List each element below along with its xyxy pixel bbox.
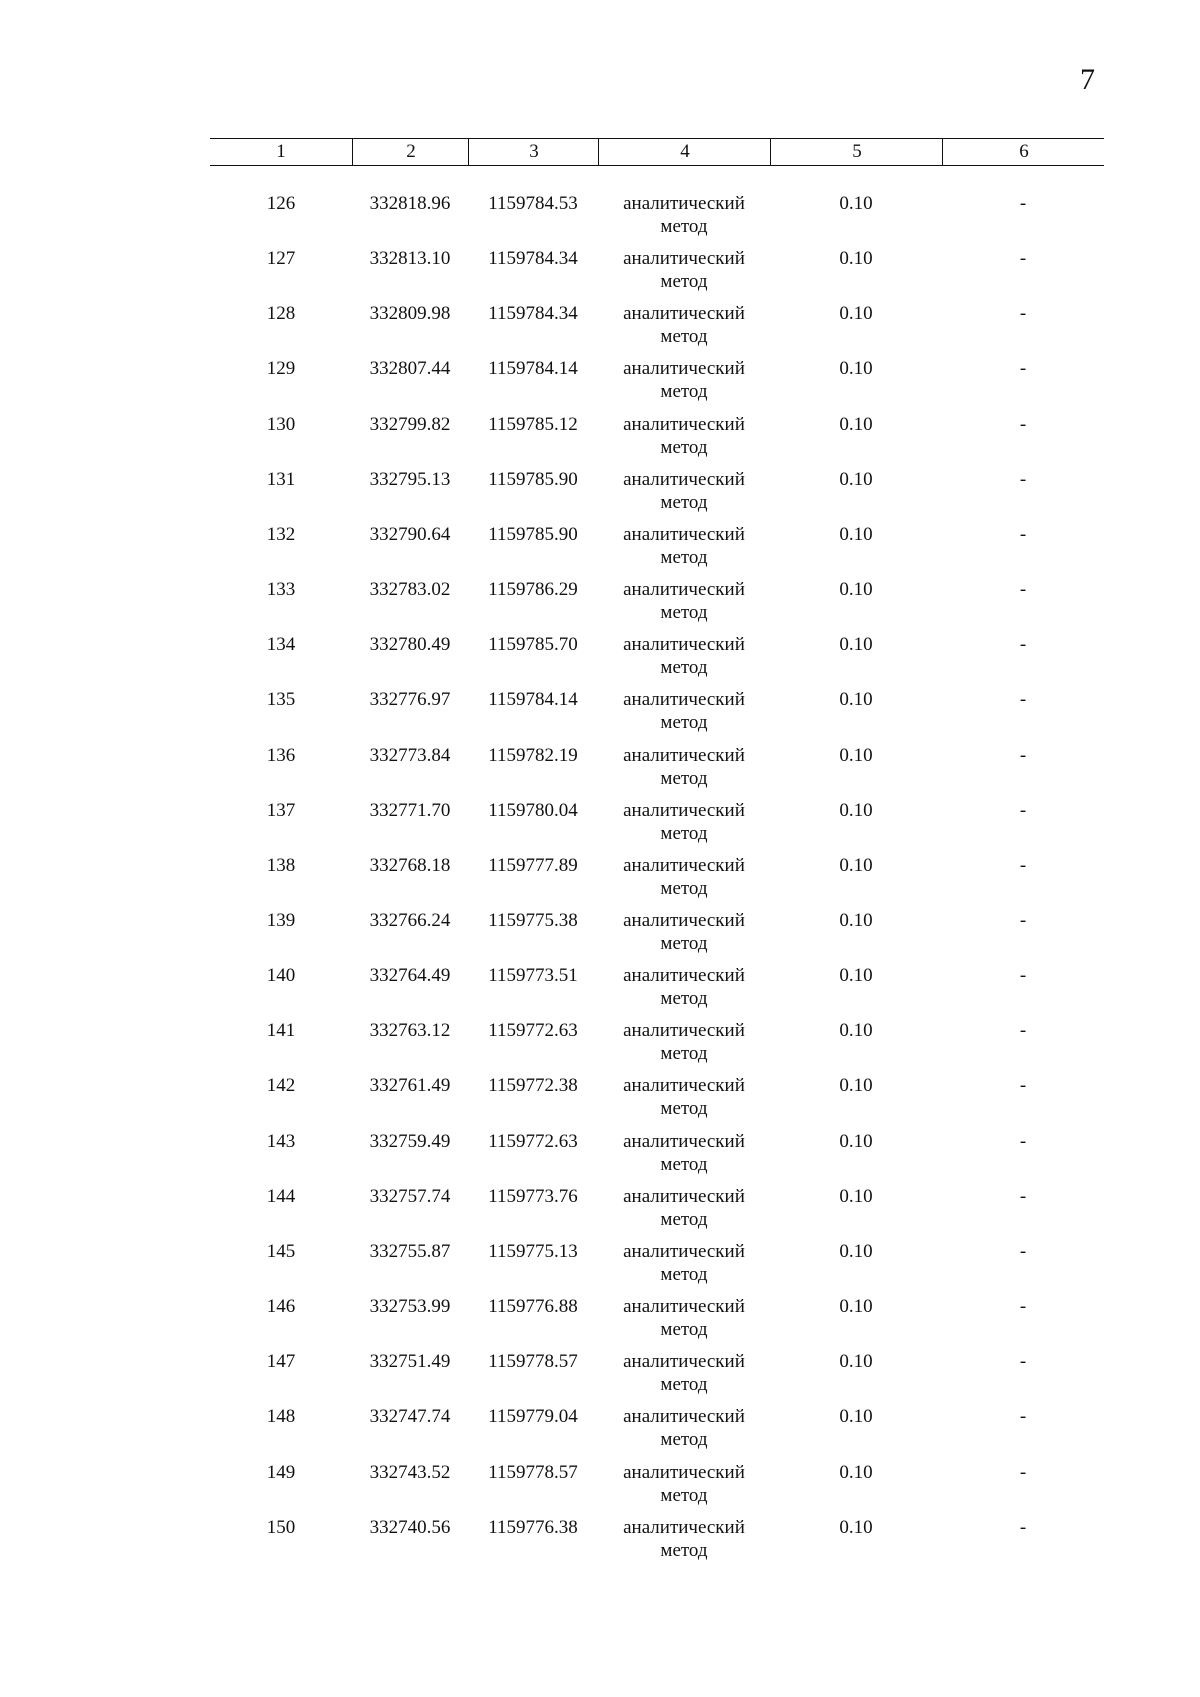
cell-note: - [1019, 1516, 1027, 1538]
cell-accuracy: 0.10 [839, 413, 873, 435]
cell-y-coordinate: 1159776.88 [488, 1296, 578, 1317]
cell-note: - [1019, 965, 1027, 987]
cell-point-number: 131 [266, 468, 296, 490]
cell-note: - [1019, 1020, 1027, 1042]
cell-y-coordinate: 1159772.63 [488, 1020, 578, 1042]
cell-point-number: 134 [266, 634, 296, 656]
cell-note: - [1019, 1130, 1027, 1152]
table-row [210, 1405, 1104, 1460]
cell-method [598, 1019, 770, 1065]
method-line-1: аналитический [623, 854, 745, 876]
cell-point-number: 148 [266, 1406, 296, 1428]
method-line-2: метод [660, 657, 708, 679]
cell-x-coordinate: 332790.64 [369, 523, 451, 545]
cell-y-coordinate: 1159784.34 [488, 248, 578, 270]
table-row [210, 1074, 1104, 1129]
method-line-1: аналитический [623, 1461, 745, 1483]
cell-note: - [1019, 854, 1027, 876]
cell-y-coordinate: 1159775.13 [488, 1240, 578, 1262]
cell-accuracy: 0.10 [839, 358, 873, 380]
cell-y-coordinate: 1159775.38 [488, 909, 578, 931]
cell-method [598, 1461, 770, 1507]
cell-note: - [1019, 1296, 1027, 1317]
method-line-2: метод [660, 546, 708, 568]
cell-point-number: 129 [266, 358, 296, 380]
cell-accuracy: 0.10 [839, 1185, 873, 1207]
cell-method [598, 247, 770, 293]
cell-y-coordinate: 1159773.76 [488, 1185, 578, 1207]
cell-x-coordinate: 332771.70 [369, 799, 451, 821]
cell-accuracy: 0.10 [839, 744, 873, 766]
method-line-1: аналитический [623, 468, 745, 490]
method-line-2: метод [660, 1153, 708, 1175]
cell-method [598, 688, 770, 734]
table-row [210, 799, 1104, 854]
cell-point-number: 146 [266, 1296, 296, 1317]
method-line-2: метод [660, 712, 708, 734]
cell-note: - [1019, 909, 1027, 931]
cell-point-number: 142 [266, 1075, 296, 1097]
cell-point-number: 132 [266, 523, 296, 545]
cell-x-coordinate: 332809.98 [369, 303, 451, 325]
cell-method [598, 1185, 770, 1231]
cell-point-number: 145 [266, 1240, 296, 1262]
method-line-2: метод [660, 326, 708, 348]
method-line-2: метод [660, 1043, 708, 1065]
method-line-1: аналитический [623, 523, 745, 545]
table-row [210, 1461, 1104, 1516]
cell-method [598, 909, 770, 955]
table-row [210, 192, 1104, 247]
cell-accuracy: 0.10 [839, 689, 873, 711]
cell-x-coordinate: 332799.82 [369, 413, 451, 435]
method-line-2: метод [660, 1098, 708, 1120]
header-col-1: 1 [276, 141, 286, 162]
method-line-2: метод [660, 767, 708, 789]
table-row [210, 413, 1104, 468]
cell-y-coordinate: 1159773.51 [488, 965, 578, 987]
cell-accuracy: 0.10 [839, 248, 873, 270]
table-row [210, 523, 1104, 578]
cell-point-number: 150 [266, 1516, 296, 1538]
method-line-1: аналитический [623, 193, 745, 214]
method-line-1: аналитический [623, 1020, 745, 1042]
method-line-2: метод [660, 1319, 708, 1340]
method-line-1: аналитический [623, 1185, 745, 1207]
cell-point-number: 143 [266, 1130, 296, 1152]
cell-x-coordinate: 332776.97 [369, 689, 451, 711]
method-line-2: метод [660, 1374, 708, 1396]
cell-x-coordinate: 332813.10 [369, 248, 451, 270]
cell-accuracy: 0.10 [839, 854, 873, 876]
cell-note: - [1019, 1075, 1027, 1097]
method-line-1: аналитический [623, 579, 745, 600]
cell-x-coordinate: 332747.74 [369, 1406, 451, 1428]
header-col-3: 3 [468, 139, 599, 165]
method-line-2: метод [660, 1429, 708, 1451]
cell-note: - [1019, 579, 1027, 600]
cell-note: - [1019, 303, 1027, 325]
cell-note: - [1019, 799, 1027, 821]
cell-method [598, 1516, 770, 1562]
cell-accuracy: 0.10 [839, 799, 873, 821]
cell-note: - [1019, 193, 1027, 214]
cell-note: - [1019, 413, 1027, 435]
cell-accuracy: 0.10 [839, 1075, 873, 1097]
table-row [210, 1240, 1104, 1295]
cell-method [598, 468, 770, 514]
method-line-2: метод [660, 1539, 708, 1561]
cell-method [598, 1130, 770, 1176]
table-row [210, 964, 1104, 1019]
cell-method [598, 1074, 770, 1120]
cell-note: - [1019, 523, 1027, 545]
cell-y-coordinate: 1159780.04 [488, 799, 578, 821]
cell-method [598, 1240, 770, 1286]
method-line-1: аналитический [623, 358, 745, 380]
table-header [210, 138, 1104, 166]
method-line-1: аналитический [623, 799, 745, 821]
cell-note: - [1019, 689, 1027, 711]
method-line-1: аналитический [623, 1075, 745, 1097]
cell-accuracy: 0.10 [839, 523, 873, 545]
cell-x-coordinate: 332807.44 [369, 358, 451, 380]
cell-x-coordinate: 332753.99 [369, 1296, 451, 1317]
cell-point-number: 141 [266, 1020, 296, 1042]
method-line-1: аналитический [623, 1130, 745, 1152]
table-row [210, 578, 1104, 633]
method-line-2: метод [660, 491, 708, 513]
method-line-1: аналитический [623, 965, 745, 987]
cell-method [598, 1405, 770, 1451]
cell-y-coordinate: 1159785.12 [488, 413, 578, 435]
cell-point-number: 133 [266, 579, 296, 600]
method-line-2: метод [660, 381, 708, 403]
method-line-2: метод [660, 1208, 708, 1230]
cell-x-coordinate: 332783.02 [369, 579, 451, 600]
cell-accuracy: 0.10 [839, 1406, 873, 1428]
table-row [210, 909, 1104, 964]
cell-note: - [1019, 358, 1027, 380]
cell-x-coordinate: 332751.49 [369, 1351, 451, 1373]
cell-accuracy: 0.10 [839, 468, 873, 490]
method-line-2: метод [660, 988, 708, 1010]
method-line-2: метод [660, 216, 708, 237]
cell-x-coordinate: 332818.96 [369, 193, 451, 214]
cell-note: - [1019, 634, 1027, 656]
cell-accuracy: 0.10 [839, 1130, 873, 1152]
cell-note: - [1019, 1185, 1027, 1207]
cell-accuracy: 0.10 [839, 1461, 873, 1483]
table-row [210, 357, 1104, 412]
cell-accuracy: 0.10 [839, 1351, 873, 1373]
cell-accuracy: 0.10 [839, 1020, 873, 1042]
cell-point-number: 137 [266, 799, 296, 821]
method-line-1: аналитический [623, 909, 745, 931]
cell-note: - [1019, 1461, 1027, 1483]
table-row [210, 247, 1104, 302]
cell-y-coordinate: 1159785.70 [488, 634, 578, 656]
cell-method [598, 854, 770, 900]
method-line-1: аналитический [623, 1296, 745, 1317]
header-col-5: 5 [770, 139, 943, 165]
cell-point-number: 138 [266, 854, 296, 876]
method-line-2: метод [660, 1263, 708, 1285]
cell-method [598, 744, 770, 790]
method-line-1: аналитический [623, 689, 745, 711]
cell-method [598, 964, 770, 1010]
header-col-6: 6 [942, 139, 1105, 165]
table-row [210, 1185, 1104, 1240]
cell-x-coordinate: 332743.52 [369, 1461, 451, 1483]
cell-note: - [1019, 744, 1027, 766]
cell-point-number: 128 [266, 303, 296, 325]
cell-note: - [1019, 248, 1027, 270]
cell-method [598, 523, 770, 569]
header-col-4: 4 [598, 139, 771, 165]
cell-x-coordinate: 332773.84 [369, 744, 451, 766]
cell-x-coordinate: 332764.49 [369, 965, 451, 987]
cell-x-coordinate: 332761.49 [369, 1075, 451, 1097]
cell-y-coordinate: 1159779.04 [488, 1406, 578, 1428]
cell-note: - [1019, 468, 1027, 490]
cell-accuracy: 0.10 [839, 193, 873, 214]
cell-x-coordinate: 332768.18 [369, 854, 451, 876]
cell-accuracy: 0.10 [839, 1296, 873, 1317]
cell-point-number: 140 [266, 965, 296, 987]
cell-x-coordinate: 332757.74 [369, 1185, 451, 1207]
method-line-2: метод [660, 1484, 708, 1506]
cell-point-number: 136 [266, 744, 296, 766]
method-line-2: метод [660, 822, 708, 844]
table-row [210, 1295, 1104, 1350]
cell-y-coordinate: 1159778.57 [488, 1351, 578, 1373]
cell-y-coordinate: 1159772.38 [488, 1075, 578, 1097]
cell-y-coordinate: 1159782.19 [488, 744, 578, 766]
cell-x-coordinate: 332755.87 [369, 1240, 451, 1262]
table-row [210, 854, 1104, 909]
table-row [210, 744, 1104, 799]
cell-x-coordinate: 332766.24 [369, 909, 451, 931]
table-row [210, 688, 1104, 743]
cell-point-number: 135 [266, 689, 296, 711]
cell-point-number: 149 [266, 1461, 296, 1483]
method-line-2: метод [660, 932, 708, 954]
cell-point-number: 147 [266, 1351, 296, 1373]
cell-y-coordinate: 1159786.29 [488, 579, 578, 600]
cell-accuracy: 0.10 [839, 579, 873, 600]
cell-y-coordinate: 1159785.90 [488, 523, 578, 545]
cell-note: - [1019, 1240, 1027, 1262]
cell-accuracy: 0.10 [839, 634, 873, 656]
cell-accuracy: 0.10 [839, 909, 873, 931]
cell-x-coordinate: 332740.56 [369, 1516, 451, 1538]
table-row [210, 1516, 1104, 1571]
method-line-2: метод [660, 602, 708, 623]
method-line-2: метод [660, 271, 708, 293]
cell-method [598, 799, 770, 845]
cell-accuracy: 0.10 [839, 303, 873, 325]
method-line-1: аналитический [623, 1516, 745, 1538]
table-row [210, 1130, 1104, 1185]
cell-note: - [1019, 1406, 1027, 1428]
cell-accuracy: 0.10 [839, 1240, 873, 1262]
method-line-1: аналитический [623, 413, 745, 435]
table-row [210, 468, 1104, 523]
cell-note: - [1019, 1351, 1027, 1373]
cell-y-coordinate: 1159784.34 [488, 303, 578, 325]
cell-accuracy: 0.10 [839, 965, 873, 987]
cell-method [598, 633, 770, 679]
cell-method [598, 578, 770, 624]
table-row [210, 302, 1104, 357]
cell-method [598, 357, 770, 403]
cell-method [598, 413, 770, 459]
cell-y-coordinate: 1159772.63 [488, 1130, 578, 1152]
cell-y-coordinate: 1159777.89 [488, 854, 578, 876]
method-line-1: аналитический [623, 1406, 745, 1428]
table-row [210, 633, 1104, 688]
cell-point-number: 126 [266, 193, 296, 214]
cell-x-coordinate: 332759.49 [369, 1130, 451, 1152]
cell-y-coordinate: 1159785.90 [488, 468, 578, 490]
page-number: 7 [1080, 63, 1095, 96]
cell-method [598, 192, 770, 238]
cell-y-coordinate: 1159784.14 [488, 689, 578, 711]
method-line-1: аналитический [623, 1351, 745, 1373]
cell-x-coordinate: 332795.13 [369, 468, 451, 490]
cell-y-coordinate: 1159784.53 [488, 193, 578, 214]
method-line-1: аналитический [623, 634, 745, 656]
cell-y-coordinate: 1159778.57 [488, 1461, 578, 1483]
method-line-2: метод [660, 436, 708, 458]
table-row [210, 1019, 1104, 1074]
cell-method [598, 1295, 770, 1341]
cell-point-number: 130 [266, 413, 296, 435]
cell-x-coordinate: 332763.12 [369, 1020, 451, 1042]
cell-point-number: 127 [266, 248, 296, 270]
method-line-1: аналитический [623, 303, 745, 325]
cell-method [598, 302, 770, 348]
cell-method [598, 1350, 770, 1396]
cell-y-coordinate: 1159776.38 [488, 1516, 578, 1538]
method-line-1: аналитический [623, 248, 745, 270]
cell-x-coordinate: 332780.49 [369, 634, 451, 656]
method-line-1: аналитический [623, 744, 745, 766]
cell-y-coordinate: 1159784.14 [488, 358, 578, 380]
method-line-2: метод [660, 877, 708, 899]
method-line-1: аналитический [623, 1240, 745, 1262]
cell-point-number: 139 [266, 909, 296, 931]
table-row [210, 1350, 1104, 1405]
cell-point-number: 144 [266, 1185, 296, 1207]
cell-accuracy: 0.10 [839, 1516, 873, 1538]
header-col-2: 2 [352, 139, 469, 165]
